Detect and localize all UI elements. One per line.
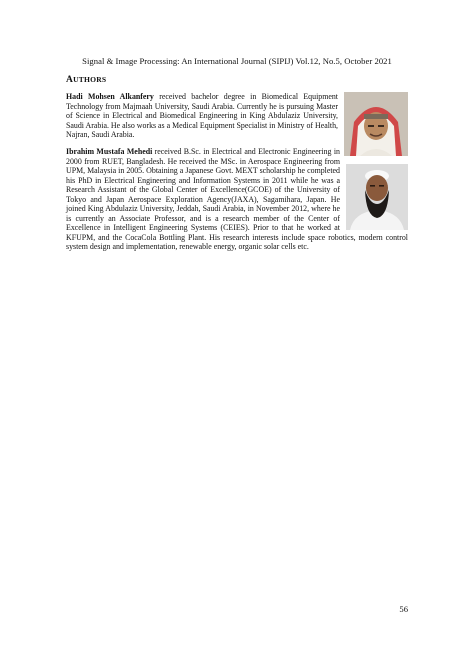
author-name-2: Ibrahim Mustafa Mehedi [66,147,153,156]
author-bio-text-1: received bachelor degree in Biomedical Equipment Technology from Majmaah University, Saudi Arabia. Currently he is pursuing Master of Science in Electrical and Biomedical Engineering in King Abdulaziz University, Saudi Arabia. He also works as a Medical Equipment Specialist in Ministry of Health, Najran, Saudi Arabia. [66,92,338,140]
author-portrait-icon [346,164,408,230]
section-title-initial: A [66,75,74,85]
author-name-1: Hadi Mohsen Alkanfery [66,92,154,101]
running-header: Signal & Image Processing: An International Journal (SIPIJ) Vol.12, No.5, October 2021 [82,56,392,66]
section-title-rest: UTHORS [73,75,107,84]
section-title [66,75,106,85]
author-bio-2 [66,147,408,252]
author-bio-text-2: received B.Sc. in Electrical and Electronic Engineering in 2000 from RUET, Bangladesh. He received the MSc. in Aerospace Engineering from UPM, Malaysia in 2005. Obtaining a Japanese Govt. MEXT scholarship he completed his PhD in Electrical Engineering and Information Systems in 2011 while he was a Research Assistant of the Global Center of Excellence(GCOE) of the University of Tokyo and Japan Aerospace Exploration Agency(JAXA), Sagamihara, Japan. He joined King Abdulaziz University, Jeddah, Saudi Arabia, in November 2012, where he is currently an Associate Professor, and is a research member of the Center of Excellence in Intelligent Engineering Systems (CEIES). Prior to that he worked at KFUPM, and the CocaCola Bottling Plant. His research interests include space robotics, modern control system design and implementation, renewable energy, organic solar cells etc. [66,147,408,252]
page-number: 56 [399,604,408,614]
